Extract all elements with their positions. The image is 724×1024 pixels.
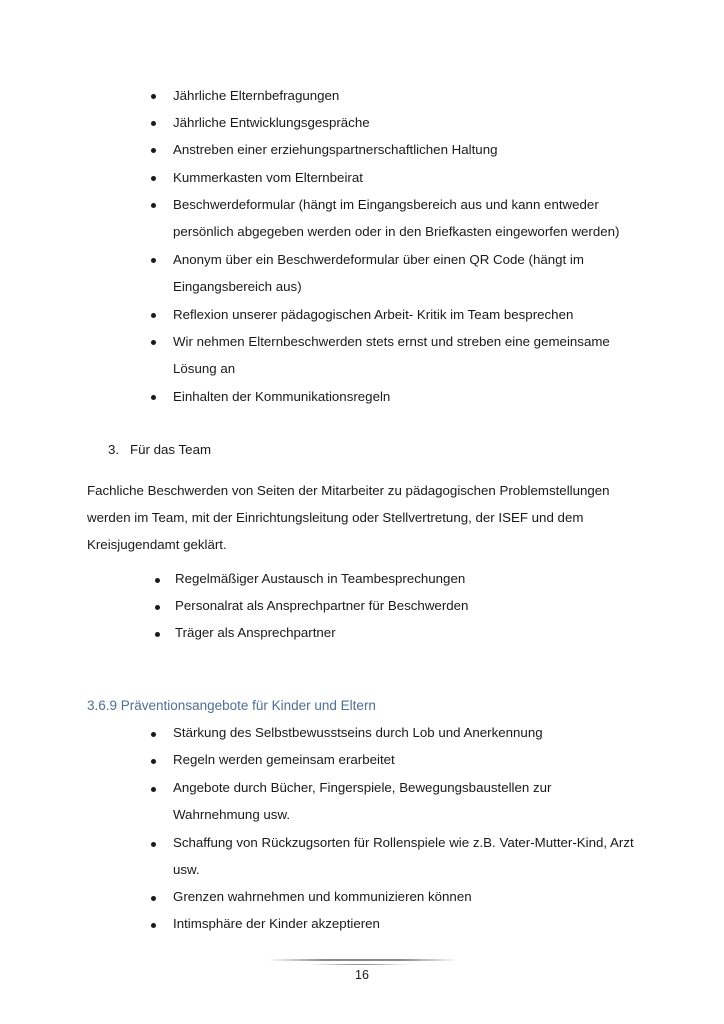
footer-divider — [268, 959, 458, 961]
list-item: Träger als Ansprechpartner — [175, 625, 336, 640]
footer-divider-accent — [310, 964, 410, 965]
list-item: Stärkung des Selbstbewusstseins durch Lob und Anerkennung — [173, 725, 543, 740]
list-item: Einhalten der Kommunikationsregeln — [173, 389, 391, 404]
bullet-icon — [151, 896, 156, 901]
bullet-icon — [151, 923, 156, 928]
paragraph-line: Fachliche Beschwerden von Seiten der Mitarbeiter zu pädagogischen Problemstellungen — [87, 483, 610, 498]
list-item: Schaffung von Rückzugsorten für Rollenspiele wie z.B. Vater-Mutter-Kind, Arzt — [173, 835, 634, 850]
list-item: Anonym über ein Beschwerdeformular über einen QR Code (hängt im — [173, 252, 584, 267]
bullet-icon — [151, 94, 156, 99]
page-number: 16 — [355, 968, 369, 982]
list-item: Reflexion unserer pädagogischen Arbeit- Kritik im Team besprechen — [173, 307, 574, 322]
list-item: Intimsphäre der Kinder akzeptieren — [173, 916, 380, 931]
bullet-icon — [151, 759, 156, 764]
list-item: Angebote durch Bücher, Fingerspiele, Bewegungsbaustellen zur — [173, 780, 552, 795]
list-item: Wir nehmen Elternbeschwerden stets ernst und streben eine gemeinsame — [173, 334, 610, 349]
bullet-icon — [155, 578, 160, 583]
bullet-icon — [151, 313, 156, 318]
section-heading: 3.6.9 Präventionsangebote für Kinder und Eltern — [87, 698, 376, 713]
paragraph-line: werden im Team, mit der Einrichtungsleitung oder Stellvertretung, der ISEF und dem — [87, 510, 584, 525]
list-item-continuation: Wahrnehmung usw. — [173, 807, 291, 822]
section-number: 3. — [108, 442, 120, 457]
list-item: Anstreben einer erziehungspartnerschaftlichen Haltung — [173, 142, 498, 157]
list-item: Jährliche Elternbefragungen — [173, 88, 340, 103]
section-title: Für das Team — [130, 442, 212, 457]
paragraph-line: Kreisjugendamt geklärt. — [87, 537, 227, 552]
list-item-continuation: usw. — [173, 862, 200, 877]
bullet-icon — [151, 121, 156, 126]
bullet-icon — [155, 605, 160, 610]
list-item: Kummerkasten vom Elternbeirat — [173, 170, 363, 185]
list-item: Jährliche Entwicklungsgespräche — [173, 115, 370, 130]
bullet-icon — [155, 632, 160, 637]
list-item: Regelmäßiger Austausch in Teambesprechungen — [175, 571, 466, 586]
bullet-icon — [151, 395, 156, 400]
list-item: Grenzen wahrnehmen und kommunizieren können — [173, 889, 472, 904]
list-item: Personalrat als Ansprechpartner für Beschwerden — [175, 598, 469, 613]
bullet-icon — [151, 340, 156, 345]
bullet-icon — [151, 148, 156, 153]
bullet-icon — [151, 176, 156, 181]
list-item-continuation: persönlich abgegeben werden oder in den Briefkasten eingeworfen werden) — [173, 224, 620, 239]
list-item: Beschwerdeformular (hängt im Eingangsbereich aus und kann entweder — [173, 197, 599, 212]
list-item-continuation: Lösung an — [173, 361, 236, 376]
bullet-icon — [151, 787, 156, 792]
bullet-icon — [151, 842, 156, 847]
bullet-icon — [151, 203, 156, 208]
bullet-icon — [151, 258, 156, 263]
bullet-icon — [151, 732, 156, 737]
list-item: Regeln werden gemeinsam erarbeitet — [173, 752, 395, 767]
list-item-continuation: Eingangsbereich aus) — [173, 279, 302, 294]
